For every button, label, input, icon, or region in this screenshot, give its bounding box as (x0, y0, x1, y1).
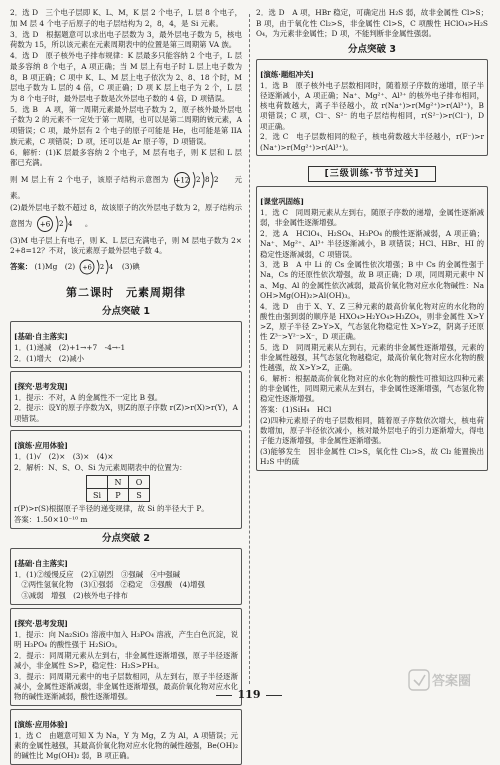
text-line: 2．提示：设Y的原子序数为X，则Z的原子序数 r(Z)>r(X)>r(Y)，A 项错误。 (14, 403, 238, 423)
box-label: [基础·自主落实] (14, 558, 68, 568)
section-heading-3: 分点突破 3 (348, 43, 396, 55)
answer-6-2-tail: 。 (84, 219, 93, 229)
answer-6-text: 则 M 层上有 2 个电子，该原子结构示意图为 (10, 175, 169, 185)
text-line: ③减弱 增强 (2)核外电子排布 (14, 591, 128, 601)
text-line: 2．解析：N、S、O、Si 为元素周期表中的位置为： (14, 463, 187, 472)
svg-text:2: 2 (99, 263, 104, 272)
text-line: 5．选 D 同周期元素从左到右，元素的非金属性逐渐增强，元素的非金属性越强，其气态氢化物越稳定，最高价氧化物对应水化物的酸性越强，故 X>Y>Z，正确。 (260, 342, 484, 373)
column-divider (249, 14, 250, 684)
text-line: 1．提示：向 Na₂SiO₃ 溶液中加入 H₃PO₄ 溶液，产生白色沉淀，说明 H₃PO₄ 的酸性强于 H₂SiO₃。 (14, 629, 238, 649)
svg-text:+12: +12 (174, 176, 190, 185)
svg-text:2: 2 (213, 176, 219, 185)
box-classroom (256, 186, 488, 471)
table-cell (87, 476, 108, 489)
box-lines (260, 208, 484, 467)
text-line: 2．提示：同周期元素从左到右，非金属性逐渐增强，原子半径逐渐减小，非金属性 S>P，稳定性：H₂S>PH₃。 (14, 650, 238, 670)
atom-diagram-c (35, 213, 83, 235)
text-line: 1．选 C 同周期元素从左到右，随原子序数的递增，金属性逐渐减弱，非金属性逐渐增强。 (260, 208, 484, 228)
text-line: 2．选 A HClO₄、H₂SO₄、H₃PO₄ 的酸性逐渐减弱，A 项正确；Na⁺、Mg²⁺、Al³⁺ 半径逐渐减小，B 项错误；HCl、HBr、HI 的稳定性逐渐减弱，C 项错误。 (260, 229, 484, 259)
table-row (87, 476, 150, 489)
answer-6-tail: 元素。 (10, 175, 242, 201)
answer-part-1: (1)Mg (2) (34, 262, 76, 272)
right-answer-list (256, 8, 488, 40)
svg-text:4: 4 (67, 220, 73, 229)
box-lines (14, 731, 238, 762)
watermark-text: 答案圈 (432, 674, 472, 689)
page-number: 119 (10, 688, 488, 701)
box-basics-2 (10, 548, 242, 605)
box-basics-1 (10, 321, 242, 367)
text-line: 答案：(1)SiH₄ HCl (260, 405, 332, 415)
box-label: [演练·应用体验] (14, 719, 68, 729)
lesson-title: 第二课时 元素周期律 (66, 286, 186, 300)
section-heading-1: 分点突破 1 (102, 306, 150, 318)
answer-6-2-line (10, 203, 242, 236)
text-line: 答案：1.50×10⁻¹⁰ m (14, 514, 88, 524)
box-explore-1 (10, 371, 242, 428)
text-line: 2．(1)增大 (2)减小 (14, 353, 84, 363)
page (10, 8, 488, 761)
text-line: 3．选 B A 中 Li 的 Cs 金属性依次增强；B 中 Cs 的金属性强于 Na，Cs 的还原性依次增强，故 B 项正确；D 项，同周期元素中 Na、Mg、Al 的金属性依次减弱，最高价氧化物对应水化物碱性：NaOH>Mg(OH)₂>Al(OH)₃。 (260, 260, 484, 300)
text-line: 1．选 C 由题意可知 X 为 Na，Y 为 Mg，Z 为 Al，A 项错误；元素的金属性越强，其最高价氧化物对应水化物的碱性越强，Be(OH)₂ 的碱性比 Mg(OH)₂ 弱，B 项正确。 (14, 730, 238, 761)
text-line: 1．选 B 原子核外电子层数相同时，随着原子序数的递增，原子半径逐渐减小，A 项正确；Na⁺、Mg²⁺、Al³⁺ 的核外电子排布相同，核电荷数越大，离子半径越小，故 r(Na⁺)>r(Mg²⁺)>r(Al³⁺)，B 项错误；C 项，Cl⁻、S²⁻ 的电子层结构相同，r(S²⁻)>r(Cl⁻)，D 项正确。 (260, 80, 484, 131)
box-lines (260, 81, 484, 153)
periodic-position-table (86, 475, 150, 502)
text-line: 3．选 D 根据题意可以求出电子层数为 3，最外层电子数为 5，核电荷数为 15，所以该元素在元素周期表中的位置是第三周期第 VA 族。 (10, 29, 242, 50)
svg-text:2: 2 (58, 220, 64, 229)
left-column (10, 8, 242, 761)
text-line: ②两性氢氧化物 (3)①强弱 ②稳定 ③强酸 (4)增强 (14, 580, 205, 590)
text-line: 3．提示：同周期元素中的电子层数相同，从左到右，原子半径逐渐减小，金属性逐渐减弱，非金属性逐渐增强，最高价氧化物对应水化物的碱性逐渐减弱，酸性逐渐增强。 (14, 671, 238, 701)
box-label: [课堂巩固练] (260, 197, 304, 207)
text-line: 5．选 B A 项，第一周期元素最外层电子数为 2，原子核外最外层电子数为 2 的元素不一定处于第一周期，也可以是第二周期的铍元素，A 项错误；C 项，最外层有 2 个电子的原子可能是 He，也可能是第 IIA 族元素，C 项错误；D 项，还可以是 Ar 原子等，D 项错误。 (10, 104, 242, 146)
table-cell: O (129, 476, 150, 489)
text-line: 4．选 D 原子核外电子排布规律：K 层最多只能容纳 2 个电子，L 层最多容纳 8 个电子，A 项正确；当 M 层上有电子时 L 层上电子数为 8，B 项正确；C 项中 K、L、M 层上电子依次为 2、8、18 个时，M 层电子数为 L 层的 4 倍，C 项正确；D 项 K 层上电子为 2 个，L 层为 8 个电子时，最外层电子数是次外层电子数的 4 倍，D 项错误。 (10, 51, 242, 103)
text-line: 1．(1)递减 (2)+1→+7 -4→-1 (14, 343, 126, 353)
text-line: 1．提示：不对，A 的金属性不一定比 B 强。 (14, 392, 163, 402)
box-label: [演练·题组冲关] (260, 69, 314, 79)
right-column (256, 8, 488, 684)
answer-line (10, 257, 242, 277)
text-line: (3)能够发生 因非金属性 Cl>S，氧化性 Cl₂>S，故 Cl₂ 能置换出 H₂S 中的硫 (260, 446, 484, 467)
table-cell: Si (87, 489, 108, 502)
atom-diagram-answer (78, 257, 120, 277)
table-row (87, 489, 150, 502)
watermark-logo (408, 668, 482, 692)
atom-diagram-mg (172, 169, 232, 191)
box-lines-tail (14, 504, 238, 525)
box-label: [探究·思考发现] (14, 381, 68, 391)
box-label: [探究·思考发现] (14, 618, 68, 628)
table-cell: N (108, 476, 129, 489)
text-line: 2．选 D 三个电子层即 K、L、M，K 层 2 个电子，L 层 8 个电子，加 M 层 4 个电子后原子的电子层结构为 2，8，4，是 Si 元素。 (10, 8, 242, 28)
text-line: 6．解析：根据最高价氧化物对应的水化物的酸性可推知这四种元素的非金属性，同周期元素从左到右，非金属性逐渐增强，气态氢化物稳定性逐渐增强。 (260, 373, 484, 404)
box-practice-1 (10, 430, 242, 528)
svg-text:4: 4 (108, 263, 113, 272)
text-line: r(P)>r(S)根据原子半径的递变规律，故 Si 的半径大于 P。 (14, 504, 209, 514)
box-lines (14, 570, 238, 602)
answer-part-2: (3)碘 (121, 262, 140, 272)
answer-6-line (10, 169, 242, 202)
box-label: [基础·自主落实] (14, 332, 68, 342)
box-lines (14, 452, 238, 473)
svg-text:2: 2 (195, 176, 201, 185)
text-line: 2．选 C 电子层数相同的粒子，核电荷数越大半径越小，r(F⁻)>r(Na⁺)>r(Mg²⁺)>r(Al³⁺)。 (260, 132, 484, 152)
box-practice-2 (10, 709, 242, 765)
text-line: 4．选 D 由于 X、Y、Z 三种元素的最高价氧化物对应的水化物的酸性由强到弱的顺序是 HXO₄>H₂YO₄>H₃ZO₄，则非金属性 X>Y>Z，原子半径 Z>Y>X，气态氢化物稳定性 X>Y>Z，阴离子还原性 Z³⁻>Y²⁻>X⁻，D 项正确。 (260, 301, 484, 342)
three-level-banner (256, 161, 488, 182)
box-lines (14, 343, 238, 364)
text-line: 1．(1)√ (2)× (3)× (4)× (14, 452, 114, 462)
svg-text:+6: +6 (39, 220, 50, 229)
text-line: (2)四种元素原子的电子层数相同，随着原子序数依次增大，核电荷数增加，原子半径依次减小，核对最外层电子的引力逐渐增大，得电子能力逐渐增强，非金属性逐渐增强。 (260, 415, 484, 446)
text-line: 6．解析：(1)K 层最多容纳 2 个电子，M 层有电子，则 K 层和 L 层都已充满。 (10, 147, 242, 168)
table-cell: S (129, 489, 150, 502)
box-lines (14, 393, 238, 424)
banner-label: [三级训练·节节过关] (308, 166, 437, 182)
table-cell: P (108, 489, 129, 502)
left-answer-list (10, 8, 242, 169)
svg-text:+6: +6 (81, 263, 92, 272)
section-heading-2: 分点突破 2 (102, 532, 150, 544)
answer-6-2-text: (2)最外层电子数不超过 8，故该原子的次外层电子数为 2，原子结构示意图为 (10, 202, 242, 229)
text-line: 2．选 D A 项，HBr 稳定，可确定出 H₂S 弱，故非金属性 Cl>S；B 项，由于氧化性 Cl₂>S，非金属性 Cl>S，C 项酸性 HClO₄>H₂SO₄，为元素非金属性；D 项，不能判断非金属性强弱。 (256, 8, 488, 39)
svg-text:8: 8 (204, 176, 210, 185)
text-line: 1．(1)②缓慢反应 (2)①剧烈 ③强碱 ④中强碱 (14, 569, 181, 579)
box-label: [演练·应用体验] (14, 441, 68, 451)
answer-label: 答案： (10, 262, 33, 272)
answer-6-3-text: (3)M 电子层上有电子，则 K、L 层已充满电子，则 M 层电子数为 2×2+8=12？不对，该元素原子最外层电子数 4。 (10, 235, 242, 256)
box-drill-3 (256, 59, 488, 156)
